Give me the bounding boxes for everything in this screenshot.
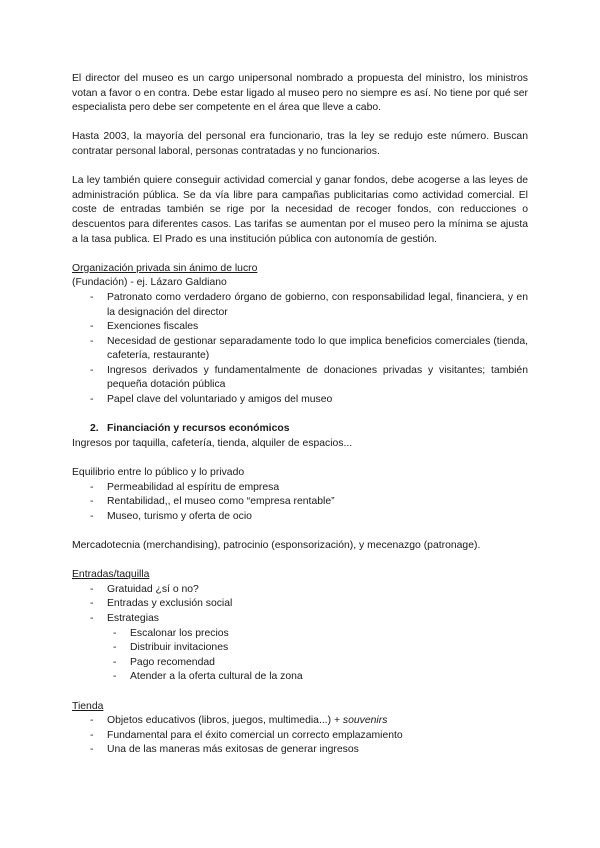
section-number: 2.	[90, 423, 99, 435]
list-item: - Escalonar los precios	[72, 627, 528, 642]
tienda-title: Tienda	[72, 700, 104, 712]
list-item: - Permeabilidad al espíritu de empresa	[72, 481, 528, 496]
org-list	[72, 291, 528, 408]
list-item: - Entradas y exclusión social	[72, 597, 528, 612]
list-item: - Distribuir invitaciones	[72, 641, 528, 656]
list-item-text: Objetos educativos (libros, juegos, multimedia...) +	[107, 715, 343, 727]
list-item: - Estrategias	[72, 612, 528, 627]
org-subtitle: (Fundación) - ej. Lázaro Galdiano	[72, 277, 227, 289]
section-title: Financiación y recursos económicos	[107, 423, 290, 435]
paragraph-ley: La ley también quiere conseguir actividad comercial y ganar fondos, debe acogerse a las leyes de administración pública. Se da vía libre para campañas publicitarias como actividad comercial. El coste de entradas también se rige por la necesidad de recoger fondos, con reducciones o descuentos para diferentes casos. Las tarifas se aumentan por el museo pero la mínima se ajusta a la tasa publica. El Prado es una institución pública con autonomía de gestión.	[72, 175, 528, 245]
marketing-paragraph: Mercadotecnia (merchandising), patrocinio (esponsorización), y mecenazgo (patronage).	[72, 540, 481, 551]
paragraph-director: El director del museo es un cargo unipersonal nombrado a propuesta del ministro, los ministros votan a favor o en contra. Debe estar ligado al museo pero no siempre es así. No tiene por qué ser especialista pero debe ser competente en el área que lleve a cabo.	[72, 73, 528, 114]
list-item: - Exenciones fiscales	[72, 320, 528, 335]
list-item: - Rentabilidad,, el museo como “empresa rentable”	[72, 495, 528, 510]
list-item: - Papel clave del voluntariado y amigos del museo	[72, 393, 528, 408]
souvenirs-text: souvenirs	[342, 715, 388, 727]
list-item: - Una de las maneras más exitosas de generar ingresos	[72, 743, 528, 758]
section-intro: Ingresos por taquilla, cafetería, tienda, alquiler de espacios...	[72, 437, 353, 449]
list-item: - Pago recomendad	[72, 656, 528, 671]
list-item: - Museo, turismo y oferta de ocio	[72, 510, 528, 525]
list-item: - Necesidad de gestionar separadamente todo lo que implica beneficios comerciales (tienda, cafetería, restaurante)	[72, 335, 528, 364]
balance-list	[72, 481, 528, 525]
list-item	[72, 714, 528, 729]
entradas-title: Entradas/taquilla	[72, 569, 150, 581]
document-page	[72, 72, 528, 758]
list-item: - Ingresos derivados y fundamentalmente de donaciones privadas y visitantes; también pequeña dotación pública	[72, 364, 528, 393]
paragraph-personal: Hasta 2003, la mayoría del personal era funcionario, tras la ley se redujo este número. Buscan contratar personal laboral, personas contratadas y no funcionarios.	[72, 131, 528, 157]
list-item: - Gratuidad ¿sí o no?	[72, 583, 528, 598]
strategies-list	[72, 627, 528, 685]
tienda-list	[72, 714, 528, 758]
list-item: - Patronato como verdadero órgano de gobierno, con responsabilidad legal, financiera, y en la designación del director	[72, 291, 528, 320]
section-heading	[72, 422, 528, 437]
list-item: - Atender a la oferta cultural de la zona	[72, 670, 528, 685]
balance-title: Equilibrio entre lo público y lo privado	[72, 467, 245, 479]
entradas-list	[72, 583, 528, 627]
list-item: - Fundamental para el éxito comercial un correcto emplazamiento	[72, 729, 528, 744]
org-title: Organización privada sin ánimo de lucro	[72, 262, 258, 274]
